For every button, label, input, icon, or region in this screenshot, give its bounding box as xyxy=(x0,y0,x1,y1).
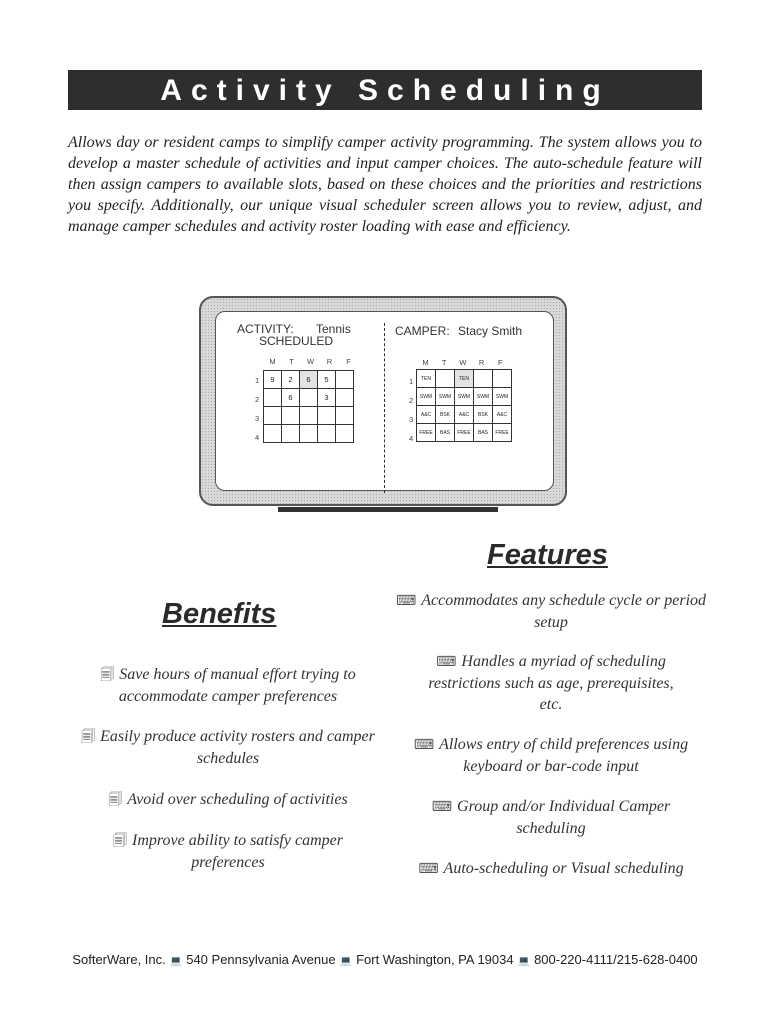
row-number: 1 xyxy=(255,376,260,385)
row-number: 3 xyxy=(255,414,260,423)
grid-cell: TEN xyxy=(455,370,474,388)
day-header: M xyxy=(269,357,276,366)
grid-cell: SWM xyxy=(493,388,512,406)
grid-cell xyxy=(300,407,318,425)
footer-company: SofterWare, Inc. xyxy=(72,952,166,967)
features-heading: Features xyxy=(487,539,608,571)
day-header: R xyxy=(326,357,333,366)
benefit-item xyxy=(78,664,378,707)
day-header: F xyxy=(498,358,503,367)
day-header: T xyxy=(289,357,294,366)
activity-label: ACTIVITY: xyxy=(237,322,294,336)
grid-row xyxy=(264,389,354,407)
computer-icon: 💻 xyxy=(339,956,353,967)
grid-cell xyxy=(436,370,455,388)
grid-row xyxy=(264,407,354,425)
document-stack-icon: 🗐 xyxy=(113,833,128,849)
grid-cell xyxy=(300,389,318,407)
grid-cell xyxy=(282,407,300,425)
activity-name: Tennis xyxy=(316,322,351,336)
grid-cell: 6 xyxy=(282,389,300,407)
grid-cell xyxy=(282,425,300,443)
grid-cell: 3 xyxy=(318,389,336,407)
grid-cell xyxy=(318,407,336,425)
grid-cell: 2 xyxy=(282,371,300,389)
grid-cell xyxy=(318,425,336,443)
grid-row xyxy=(417,370,512,388)
keyboard-icon: ⌨ xyxy=(418,861,439,877)
footer-contact xyxy=(68,952,702,967)
grid-row xyxy=(417,424,512,442)
grid-cell xyxy=(336,425,354,443)
row-number: 2 xyxy=(409,396,414,405)
grid-row xyxy=(417,388,512,406)
keyboard-icon: ⌨ xyxy=(396,593,417,609)
benefit-item xyxy=(78,789,378,811)
monitor-stand xyxy=(278,507,498,512)
grid-cell: BSK xyxy=(474,406,493,424)
grid-cell xyxy=(264,425,282,443)
screen-divider xyxy=(384,323,385,493)
grid-cell xyxy=(264,389,282,407)
row-number: 3 xyxy=(409,415,414,424)
keyboard-icon: ⌨ xyxy=(413,737,435,753)
grid-cell: FREE xyxy=(455,424,474,442)
row-number: 4 xyxy=(409,434,414,443)
grid-cell: SWM xyxy=(474,388,493,406)
feature-item xyxy=(396,590,706,633)
day-header: W xyxy=(306,357,315,366)
computer-icon: 💻 xyxy=(169,956,183,967)
feature-item xyxy=(416,651,686,715)
day-header: W xyxy=(459,358,467,367)
benefit-text: Avoid over scheduling of activities xyxy=(127,791,348,808)
day-header: R xyxy=(478,358,485,367)
grid-row xyxy=(264,425,354,443)
grid-cell: FREE xyxy=(417,424,436,442)
day-header: M xyxy=(422,358,429,367)
keyboard-icon: ⌨ xyxy=(431,799,453,815)
document-stack-icon: 🗐 xyxy=(108,792,123,808)
feature-item xyxy=(416,796,686,839)
keyboard-icon: ⌨ xyxy=(436,654,457,670)
grid-cell: TEN xyxy=(417,370,436,388)
feature-text: Allows entry of child preferences using keyboard or bar-code input xyxy=(439,736,689,775)
footer-address: 540 Pennsylvania Avenue xyxy=(186,952,336,967)
document-stack-icon: 🗐 xyxy=(100,667,115,683)
camper-grid xyxy=(416,369,512,442)
benefits-heading: Benefits xyxy=(162,598,277,630)
benefit-item xyxy=(78,830,378,873)
grid-cell xyxy=(336,389,354,407)
benefit-text: Improve ability to satisfy camper preferences xyxy=(132,832,343,871)
feature-item xyxy=(396,734,706,777)
grid-cell: 9 xyxy=(264,371,282,389)
camper-name: Stacy Smith xyxy=(458,324,523,338)
grid-cell: A&C xyxy=(417,406,436,424)
grid-cell: FREE xyxy=(493,424,512,442)
camper-label: CAMPER: xyxy=(395,324,450,338)
grid-cell: BAS xyxy=(474,424,493,442)
grid-cell: 5 xyxy=(318,371,336,389)
grid-cell xyxy=(336,371,354,389)
grid-cell: 6 xyxy=(300,371,318,389)
feature-text: Accommodates any schedule cycle or period setup xyxy=(421,592,707,631)
row-number: 1 xyxy=(409,377,414,386)
grid-cell: SWM xyxy=(455,388,474,406)
scheduled-label: SCHEDULED xyxy=(259,334,334,348)
day-header: F xyxy=(346,357,351,366)
feature-item xyxy=(396,858,706,880)
grid-cell: SWM xyxy=(436,388,455,406)
footer-city: Fort Washington, PA 19034 xyxy=(356,952,514,967)
feature-text: Group and/or Individual Camper scheduling xyxy=(457,798,671,837)
feature-text: Handles a myriad of scheduling restrictions such as age, prerequisites, etc. xyxy=(428,653,674,713)
benefit-text: Save hours of manual effort trying to accommodate camper preferences xyxy=(118,666,356,705)
grid-cell: BSK xyxy=(436,406,455,424)
footer-phone: 800-220-4111/215-628-0400 xyxy=(534,952,698,967)
computer-icon: 💻 xyxy=(517,956,531,967)
grid-cell: BAS xyxy=(436,424,455,442)
grid-cell xyxy=(493,370,512,388)
grid-row xyxy=(264,371,354,389)
grid-cell: SWM xyxy=(417,388,436,406)
day-header: T xyxy=(441,358,447,367)
row-number: 2 xyxy=(255,395,260,404)
row-number: 4 xyxy=(255,433,260,442)
activity-grid xyxy=(263,370,354,443)
grid-row xyxy=(417,406,512,424)
grid-cell xyxy=(336,407,354,425)
grid-cell xyxy=(264,407,282,425)
page-title: Activity Scheduling xyxy=(68,70,702,110)
feature-text: Auto-scheduling or Visual scheduling xyxy=(443,860,684,877)
grid-cell: A&C xyxy=(493,406,512,424)
document-stack-icon: 🗐 xyxy=(81,729,96,745)
benefit-item xyxy=(78,726,378,769)
intro-paragraph: Allows day or resident camps to simplify camper activity programming. The system allows you to develop a master schedule of activities and input camper choices. The auto-schedule feature will then assign campers to available slots, based on these choices and the priorities and restrictions you specify. Additionally, our unique visual scheduler screen allows you to review, adjust, and manage camper schedules and activity roster loading with ease and efficiency. xyxy=(68,134,702,235)
benefit-text: Easily produce activity rosters and camper schedules xyxy=(100,728,375,767)
grid-cell xyxy=(474,370,493,388)
grid-cell xyxy=(300,425,318,443)
grid-cell: A&C xyxy=(455,406,474,424)
